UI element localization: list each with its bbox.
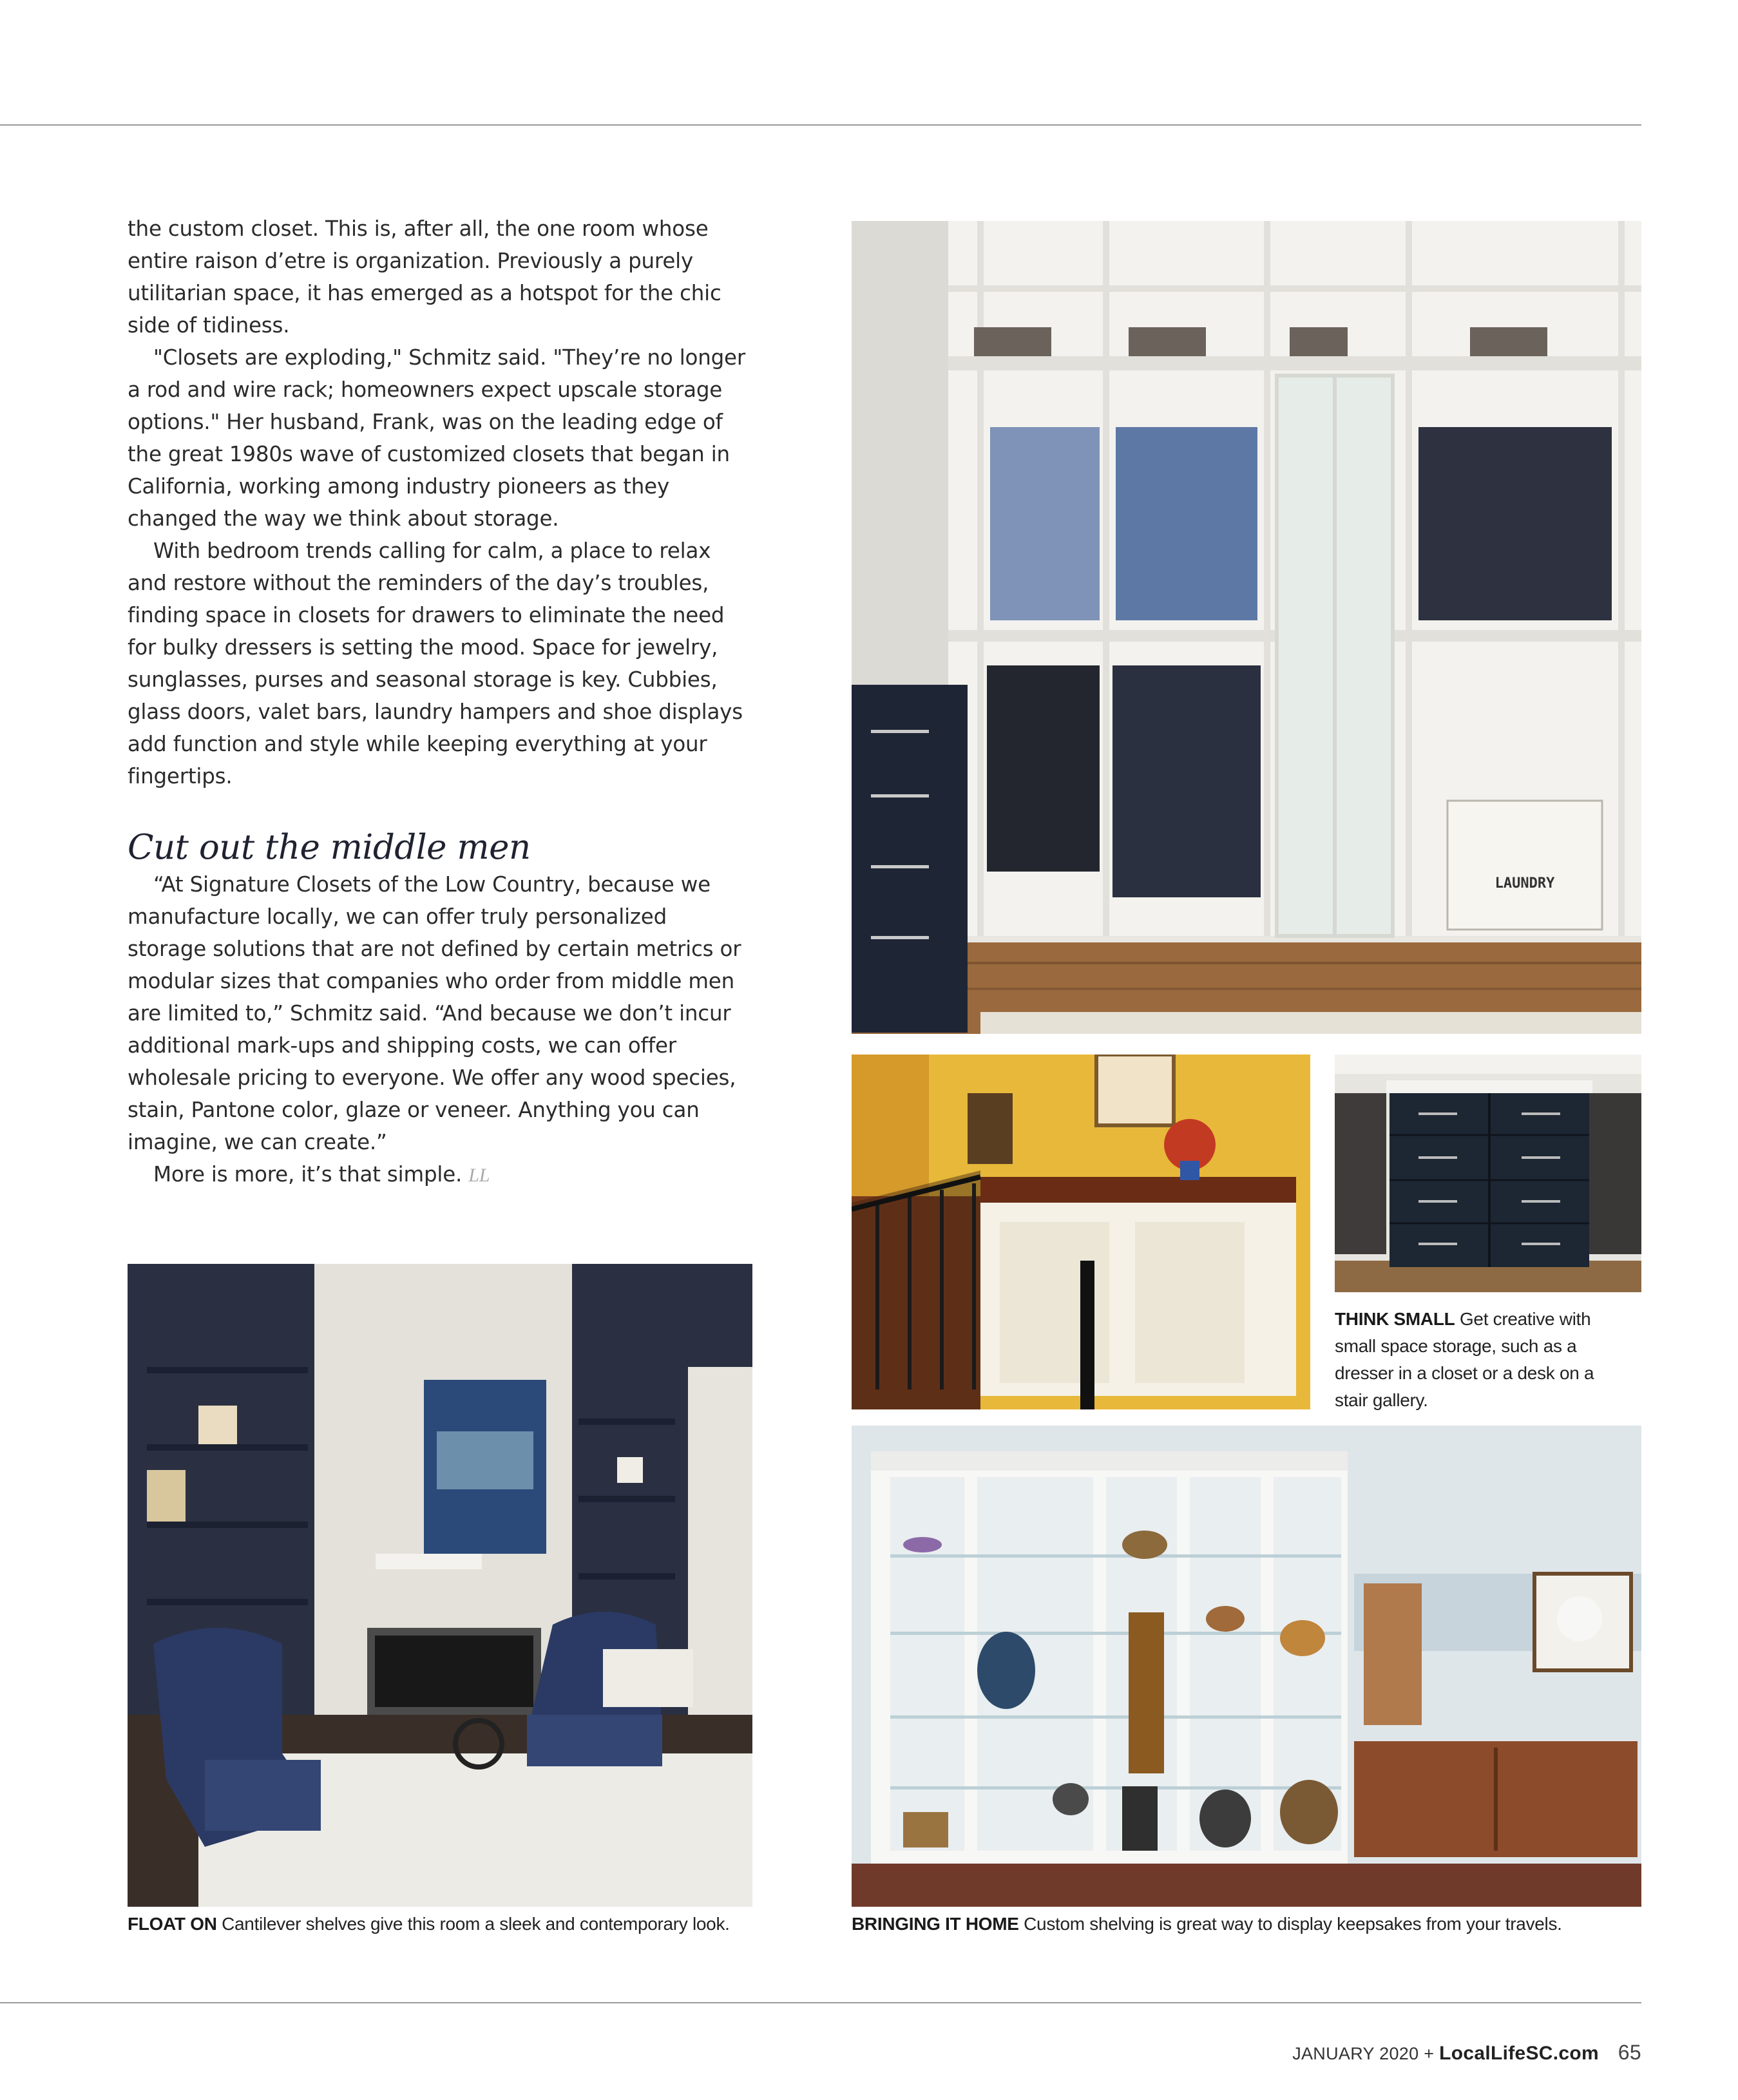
closet-photo xyxy=(852,221,1641,1034)
think-small-text: Get creative with small space storage, such as a dresser in a closet or a desk on a stair gallery. xyxy=(1335,1309,1594,1410)
folio-site: LocalLifeSC.com xyxy=(1439,2043,1599,2064)
closing-line: More is more, it’s that simple. xyxy=(153,1162,463,1187)
paragraph-3: With bedroom trends calling for calm, a place to relax and restore without the reminders of the day’s troubles, finding space in closets for drawers to eliminate the need for bulky dressers is setting the mood. Space for jewelry, sunglasses, purses and seasonal storage is key. Cubbies, glass doors, valet bars, laundry hampers and shoe displays add function and style while keeping everything at your fingertips. xyxy=(128,539,743,788)
signoff-mark: LL xyxy=(468,1165,490,1186)
paragraph-1: the custom closet. This is, after all, the one room whose entire raison d’etre is organization. Previously a purely utilitarian space, it has emerged as a hotspot for the chic side of tidiness. xyxy=(128,216,721,338)
float-on-caption xyxy=(128,1911,765,1938)
keepsakes-shelving-photo xyxy=(852,1426,1641,1907)
article-body xyxy=(128,213,746,1192)
think-small-lead: THINK SMALL xyxy=(1335,1309,1455,1329)
bringing-home-text: Custom shelving is great way to display keepsakes from your travels. xyxy=(1024,1914,1562,1934)
page-number: 65 xyxy=(1618,2041,1641,2064)
closet-dresser-photo xyxy=(1335,1055,1641,1292)
paragraph-5 xyxy=(128,1158,746,1192)
bottom-rule xyxy=(0,2002,1641,2003)
folio-date: JANUARY 2020 + xyxy=(1292,2044,1435,2063)
living-room-photo xyxy=(128,1264,752,1907)
stair-gallery-photo xyxy=(852,1055,1310,1409)
top-rule xyxy=(0,124,1641,126)
float-on-lead: FLOAT ON xyxy=(128,1914,217,1934)
bringing-home-lead: BRINGING IT HOME xyxy=(852,1914,1019,1934)
bringing-it-home-caption xyxy=(852,1911,1641,1938)
section-subhead: Cut out the middle men xyxy=(128,828,531,867)
paragraph-2: "Closets are exploding," Schmitz said. "They’re no longer a rod and wire rack; homeowners expect upscale storage options." Her husband, Frank, was on the leading edge of the great 1980s wave of customized closets that began in California, working among industry pioneers as they changed the way we think about storage. xyxy=(128,345,746,531)
laundry-label: LAUNDRY xyxy=(1494,875,1555,892)
page-folio xyxy=(1292,2041,1641,2065)
think-small-caption xyxy=(1335,1306,1612,1414)
paragraph-4: “At Signature Closets of the Low Country, because we manufacture locally, we can offer truly personalized storage solutions that are not defined by certain metrics or modular sizes that companies who order from middle men are limited to,” Schmitz said. “And because we don’t incur additional mark-ups and shipping costs, we can offer wholesale pricing to everyone. We offer any wood species, stain, Pantone color, glaze or veneer. Anything you can imagine, we can create.” xyxy=(128,872,741,1154)
float-on-text: Cantilever shelves give this room a sleek and contemporary look. xyxy=(222,1914,730,1934)
